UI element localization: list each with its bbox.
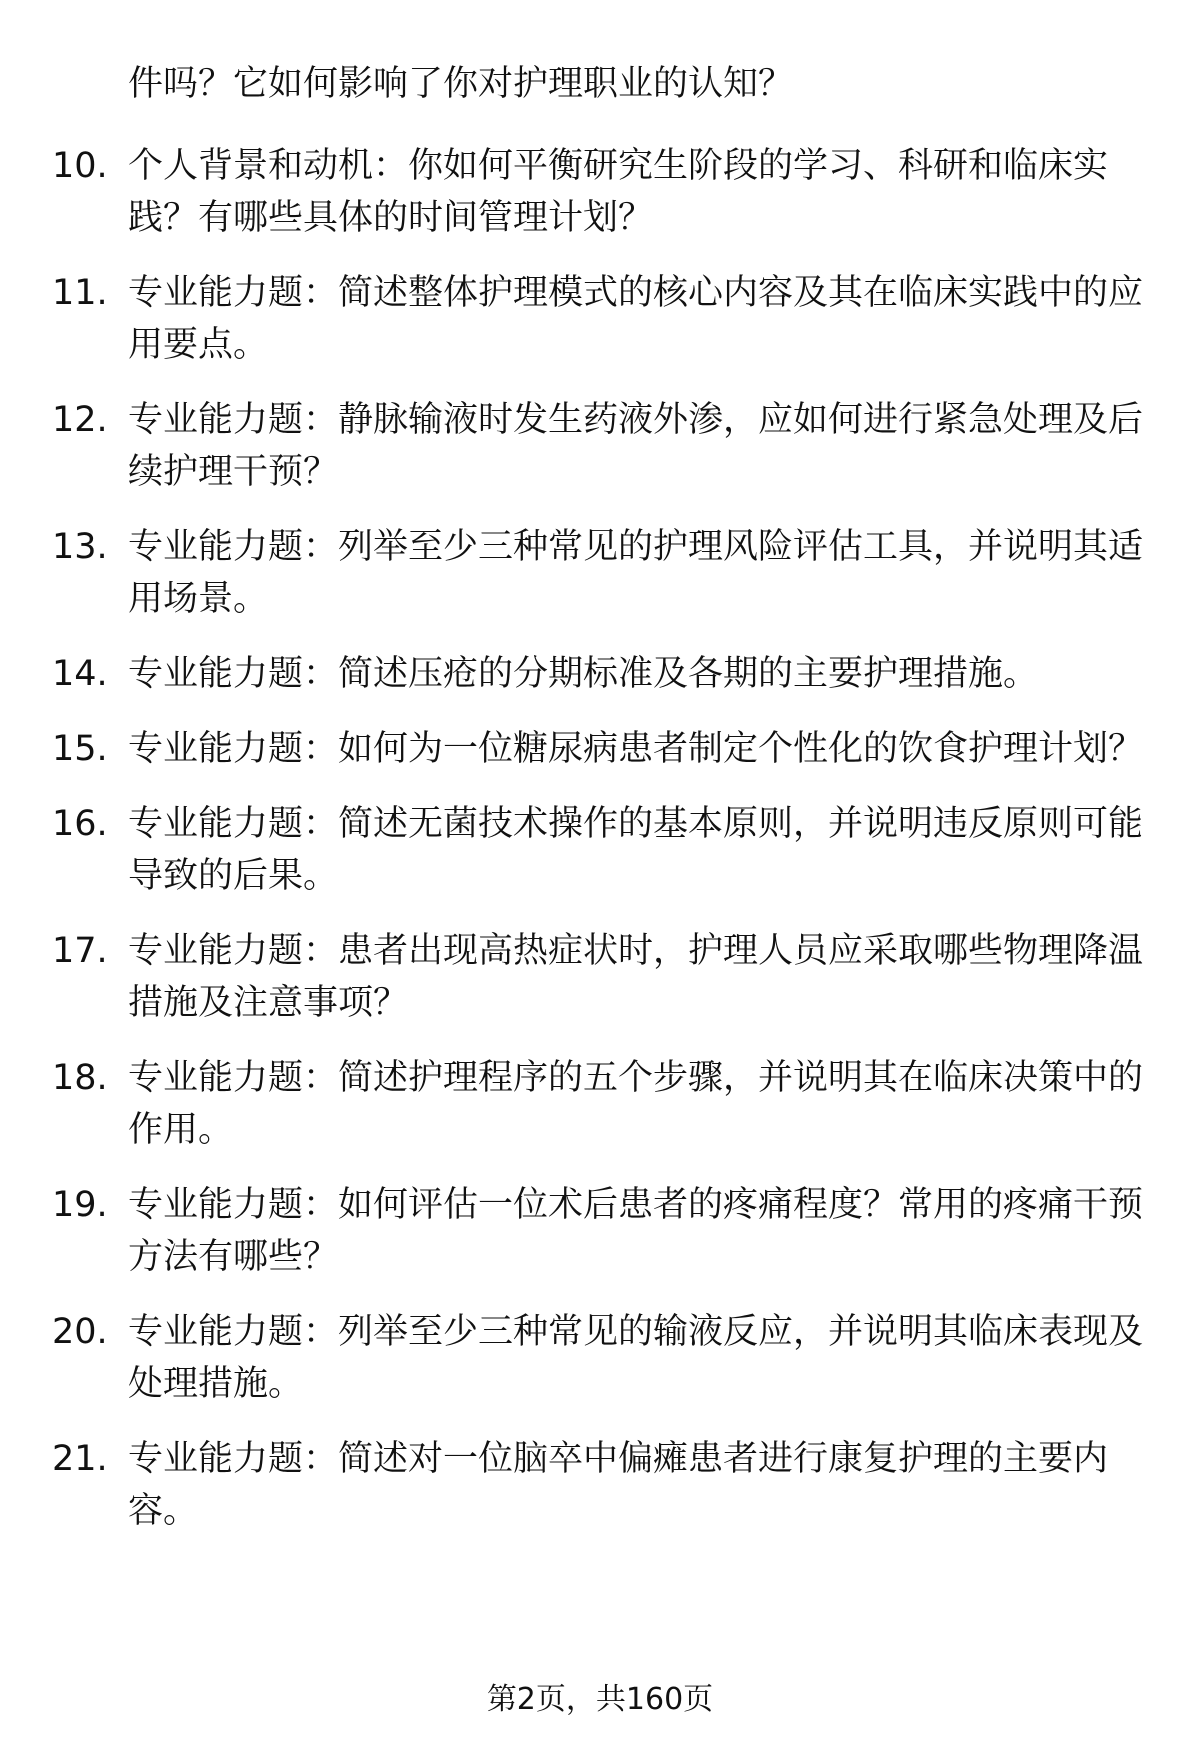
question-number: 18.	[52, 1058, 108, 1098]
question-item	[52, 1052, 1152, 1156]
question-number: 15.	[52, 729, 108, 769]
question-item	[52, 140, 1152, 244]
question-text: 专业能力题：患者出现高热症状时，护理人员应采取哪些物理降温措施及注意事项？	[128, 931, 1144, 1023]
question-item	[52, 521, 1152, 625]
question-item	[52, 723, 1152, 775]
page-footer: 第2页，共160页	[486, 1682, 714, 1717]
continuation-text: 件吗？它如何影响了你对护理职业的认知？	[128, 64, 794, 104]
question-text: 专业能力题：列举至少三种常见的输液反应，并说明其临床表现及处理措施。	[128, 1312, 1144, 1404]
question-text: 个人背景和动机：你如何平衡研究生阶段的学习、科研和临床实践？有哪些具体的时间管理计划？	[128, 146, 1109, 238]
question-item	[52, 798, 1152, 902]
question-text: 专业能力题：简述对一位脑卒中偏瘫患者进行康复护理的主要内容。	[128, 1439, 1109, 1531]
question-number: 10.	[52, 146, 108, 186]
question-item	[52, 1179, 1152, 1283]
question-number: 21.	[52, 1439, 108, 1479]
question-item	[52, 648, 1152, 700]
question-item	[52, 1306, 1152, 1410]
question-text: 专业能力题：简述压疮的分期标准及各期的主要护理措施。	[128, 654, 1039, 694]
question-item	[52, 394, 1152, 498]
question-item	[52, 267, 1152, 371]
question-text: 专业能力题：如何评估一位术后患者的疼痛程度？常用的疼痛干预方法有哪些？	[128, 1185, 1144, 1277]
question-number: 13.	[52, 527, 108, 567]
question-number: 16.	[52, 804, 108, 844]
question-list	[52, 140, 1152, 1560]
question-text: 专业能力题：简述护理程序的五个步骤，并说明其在临床决策中的作用。	[128, 1058, 1144, 1150]
question-number: 12.	[52, 400, 108, 440]
question-text: 专业能力题：列举至少三种常见的护理风险评估工具，并说明其适用场景。	[128, 527, 1144, 619]
question-text: 专业能力题：如何为一位糖尿病患者制定个性化的饮食护理计划？	[128, 729, 1144, 769]
question-item	[52, 1433, 1152, 1537]
question-item	[52, 925, 1152, 1029]
question-text: 专业能力题：静脉输液时发生药液外渗，应如何进行紧急处理及后续护理干预？	[128, 400, 1144, 492]
question-number: 11.	[52, 273, 108, 313]
question-number: 14.	[52, 654, 108, 694]
question-number: 20.	[52, 1312, 108, 1352]
question-number: 17.	[52, 931, 108, 971]
question-text: 专业能力题：简述无菌技术操作的基本原则，并说明违反原则可能导致的后果。	[128, 804, 1144, 896]
question-number: 19.	[52, 1185, 108, 1225]
question-text: 专业能力题：简述整体护理模式的核心内容及其在临床实践中的应用要点。	[128, 273, 1144, 365]
